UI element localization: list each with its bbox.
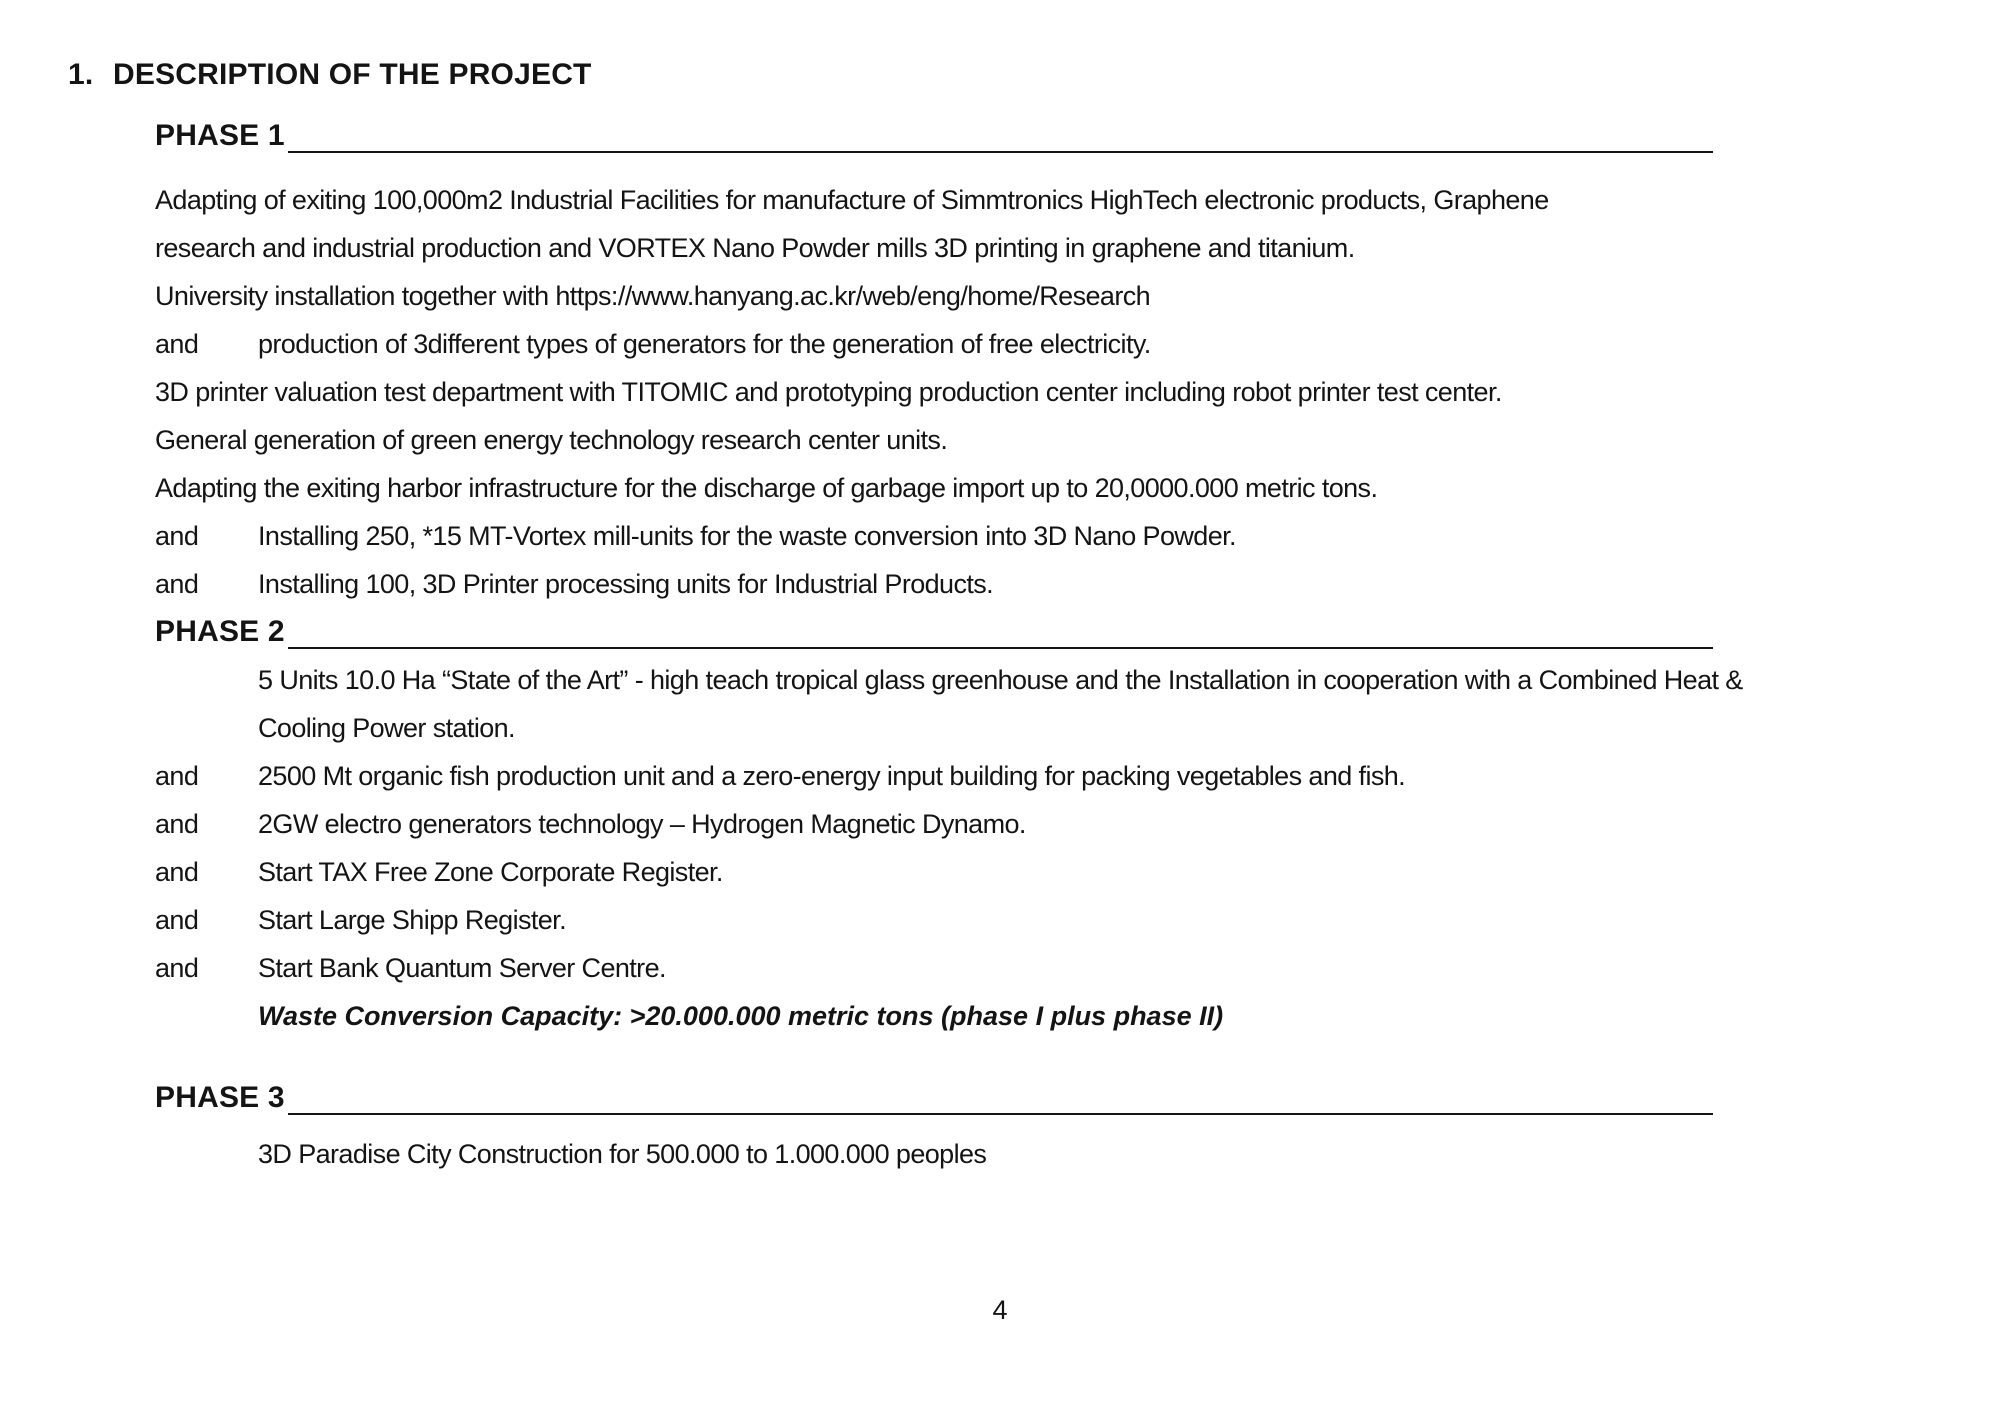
text-line — [155, 416, 1915, 464]
page-number: 4 — [992, 1295, 1008, 1325]
line-text: Start Bank Quantum Server Centre. — [258, 953, 666, 983]
line-text: 3D printer valuation test department with TITOMIC and prototyping production center including robot printer test center. — [155, 377, 1502, 407]
phase-lines — [155, 1130, 1915, 1178]
line-text: production of 3different types of generators for the generation of free electricity. — [258, 329, 1151, 359]
line-text: Installing 100, 3D Printer processing units for Industrial Products. — [258, 569, 994, 599]
line-text: Cooling Power station. — [258, 713, 515, 743]
phase-section — [155, 112, 1915, 608]
line-text: 2500 Mt organic fish production unit and a zero-energy input building for packing vegetables and fish. — [258, 761, 1406, 791]
line-indent-spacer — [155, 1130, 258, 1178]
text-line — [155, 368, 1915, 416]
line-text: University installation together with https://www.hanyang.ac.kr/web/eng/home/Research — [155, 281, 1151, 311]
line-text: 2GW electro generators technology – Hydrogen Magnetic Dynamo. — [258, 809, 1026, 839]
line-text: 3D Paradise City Construction for 500.000 to 1.000.000 peoples — [258, 1139, 987, 1169]
document-body — [155, 112, 1915, 1178]
text-line — [155, 944, 1915, 992]
phase-underscore-rule — [288, 1113, 1713, 1115]
line-text: General generation of green energy technology research center units. — [155, 425, 948, 455]
section-heading — [68, 58, 592, 92]
line-indent-spacer — [155, 992, 258, 1040]
text-line — [155, 704, 1915, 752]
text-line — [155, 512, 1915, 560]
line-conjunction: and — [155, 761, 199, 791]
line-conjunction: and — [155, 329, 199, 359]
line-text: 5 Units 10.0 Ha “State of the Art” - high teach tropical glass greenhouse and the Installation in cooperation with a Combined Heat & — [258, 665, 1743, 695]
line-conjunction: and — [155, 953, 199, 983]
text-line — [155, 1130, 1915, 1178]
phase-underscore-rule — [288, 647, 1713, 649]
line-conjunction: and — [155, 857, 199, 887]
phase-lines — [155, 176, 1915, 608]
phase-label: PHASE 1 — [155, 119, 285, 152]
text-line — [155, 752, 1915, 800]
text-line — [155, 848, 1915, 896]
line-text: Adapting of exiting 100,000m2 Industrial Facilities for manufacture of Simmtronics HighTech electronic products, Graphene — [155, 185, 1549, 215]
line-text: Start TAX Free Zone Corporate Register. — [258, 857, 723, 887]
phase-lines — [155, 656, 1915, 1040]
line-indent-spacer — [155, 656, 258, 704]
text-line — [155, 272, 1915, 320]
text-line — [155, 992, 1915, 1040]
text-line — [155, 176, 1915, 224]
heading-number: 1. — [68, 58, 94, 91]
line-conjunction: and — [155, 569, 199, 599]
phase-heading — [155, 1074, 1713, 1122]
line-text: research and industrial production and VORTEX Nano Powder mills 3D printing in graphene and titanium. — [155, 233, 1355, 263]
line-text: Start Large Shipp Register. — [258, 905, 566, 935]
phase-section — [155, 608, 1915, 1040]
text-line — [155, 656, 1915, 704]
line-indent-spacer — [155, 704, 258, 752]
text-line — [155, 800, 1915, 848]
phase-heading — [155, 112, 1713, 160]
line-text: Installing 250, *15 MT-Vortex mill-units for the waste conversion into 3D Nano Powder. — [258, 521, 1236, 551]
line-conjunction: and — [155, 905, 199, 935]
line-text: Waste Conversion Capacity: >20.000.000 metric tons (phase I plus phase II) — [258, 1001, 1224, 1031]
text-line — [155, 560, 1915, 608]
line-conjunction: and — [155, 521, 199, 551]
text-line — [155, 224, 1915, 272]
phase-section — [155, 1074, 1915, 1178]
line-conjunction: and — [155, 809, 199, 839]
phase-underscore-rule — [288, 151, 1713, 153]
phase-label: PHASE 3 — [155, 1081, 285, 1114]
text-line — [155, 320, 1915, 368]
phase-label: PHASE 2 — [155, 615, 285, 648]
phase-heading — [155, 608, 1713, 656]
text-line — [155, 464, 1915, 512]
line-text: Adapting the exiting harbor infrastructure for the discharge of garbage import up to 20,0000.000 metric tons. — [155, 473, 1378, 503]
text-line — [155, 896, 1915, 944]
heading-title: DESCRIPTION OF THE PROJECT — [113, 58, 592, 91]
